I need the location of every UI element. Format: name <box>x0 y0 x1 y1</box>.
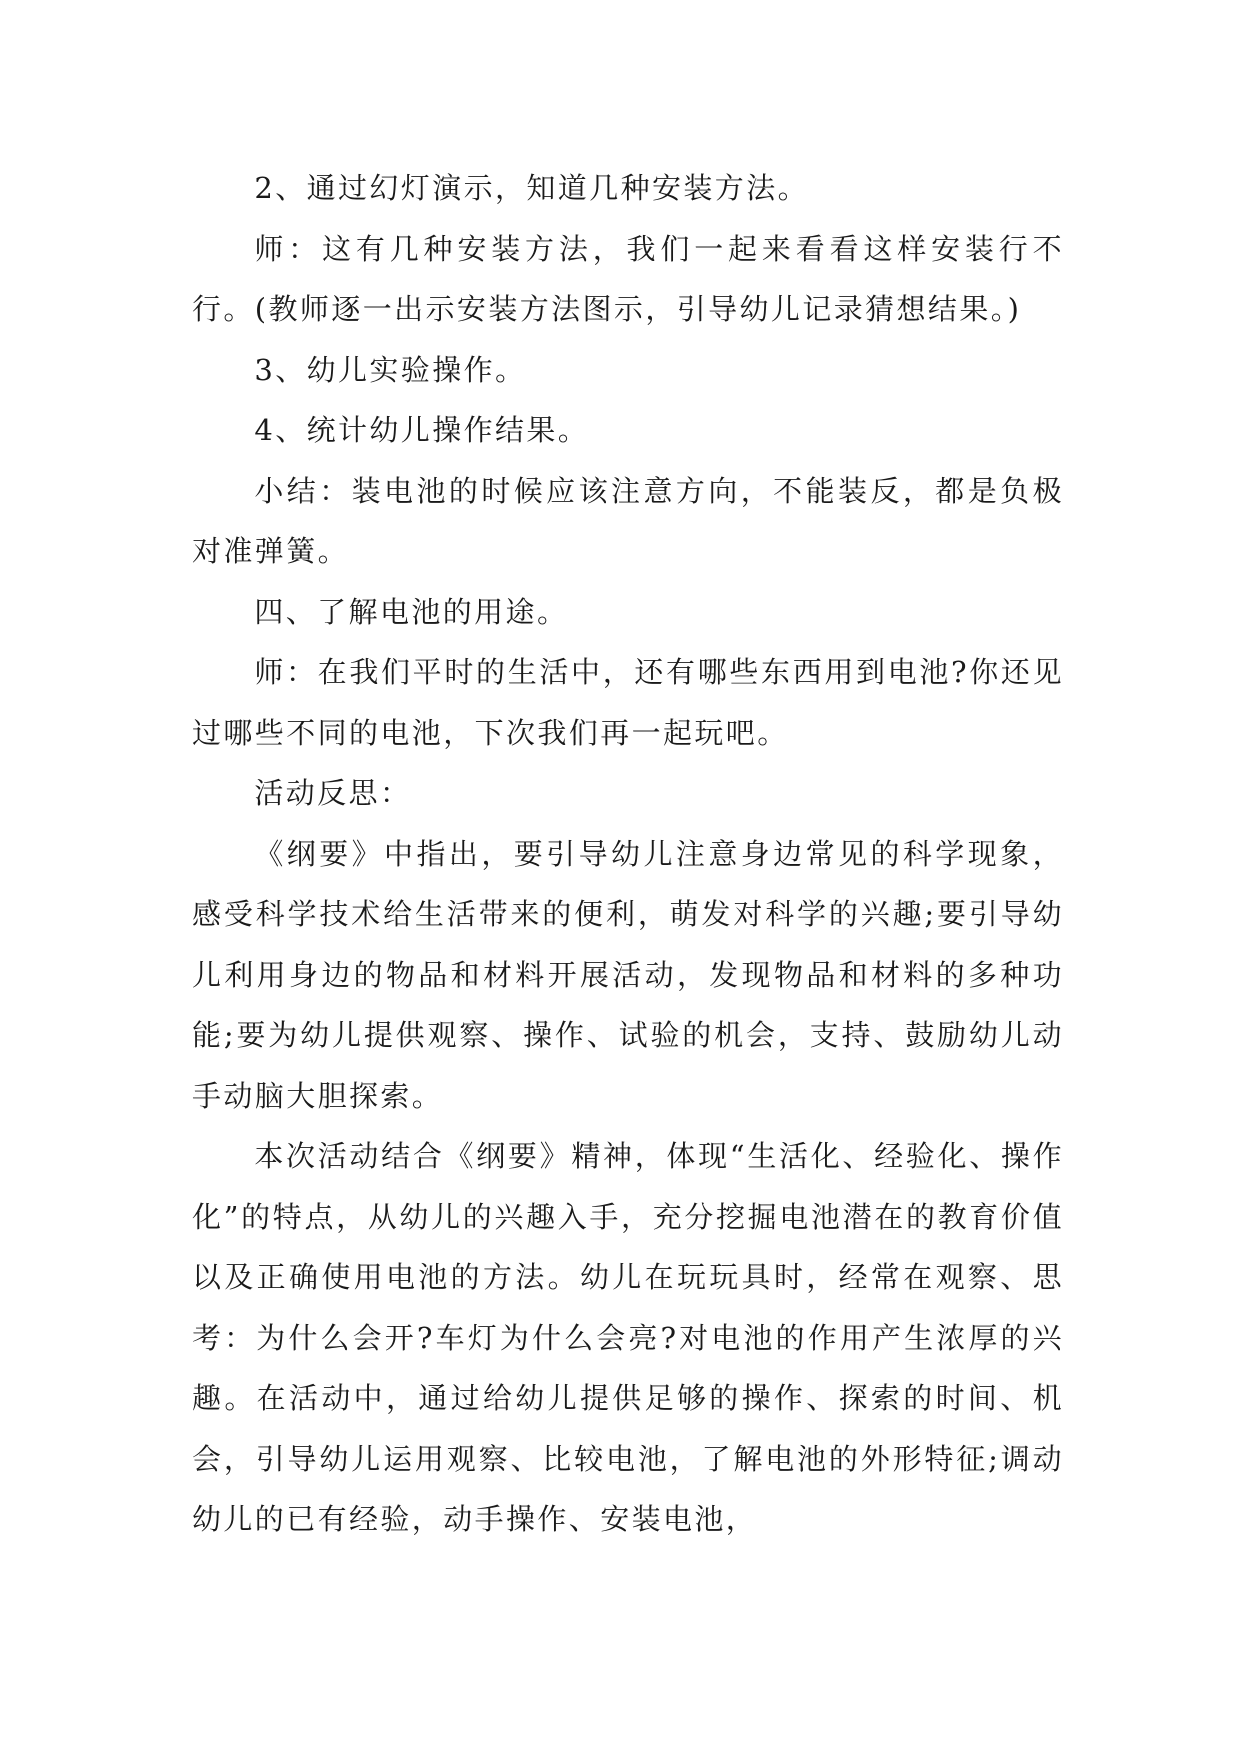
document-body <box>192 158 1064 1550</box>
section-heading-battery-uses: 四、了解电池的用途。 <box>254 594 569 629</box>
heading-activity-reflection: 活动反思： <box>254 776 412 810</box>
paragraph-activity-analysis: 本次活动结合《纲要》精神，体现“生活化、经验化、操作化”的特点，从幼儿的兴趣入手，充分挖掘电池潜在的教育价值以及正确使用电池的方法。幼儿在玩玩具时，经常在观察、思考：为什么会开?车灯为什么会亮?对电池的作用产生浓厚的兴趣。在活动中，通过给幼儿提供足够的操作、探索的时间、机会，引导幼儿运用观察、比较电池，了解电池的外形特征;调动幼儿的已有经验，动手操作、安装电池， <box>192 1139 1064 1536</box>
paragraph-step-4: 4、统计幼儿操作结果。 <box>254 413 590 447</box>
paragraph-step-2: 2、通过幻灯演示，知道几种安装方法。 <box>254 171 809 205</box>
paragraph-step-3: 3、幼儿实验操作。 <box>254 352 527 387</box>
paragraph-teacher-install-methods: 师：这有几种安装方法，我们一起来看看这样安装行不行。(教师逐一出示安装方法图示，引导幼儿记录猜想结果。) <box>192 231 1064 326</box>
paragraph-guidelines: 《纲要》中指出，要引导幼儿注意身边常见的科学现象，感受科学技术给生活带来的便利，萌发对科学的兴趣;要引导幼儿利用身边的物品和材料开展活动，发现物品和材料的多种功能;要为幼儿提供观察、操作、试验的机会，支持、鼓励幼儿动手动脑大胆探索。 <box>192 836 1064 1113</box>
paragraph-summary: 小结：装电池的时候应该注意方向，不能装反，都是负极对准弹簧。 <box>192 473 1064 568</box>
paragraph-teacher-battery-uses: 师：在我们平时的生活中，还有哪些东西用到电池?你还见过哪些不同的电池，下次我们再一起玩吧。 <box>192 655 1064 750</box>
